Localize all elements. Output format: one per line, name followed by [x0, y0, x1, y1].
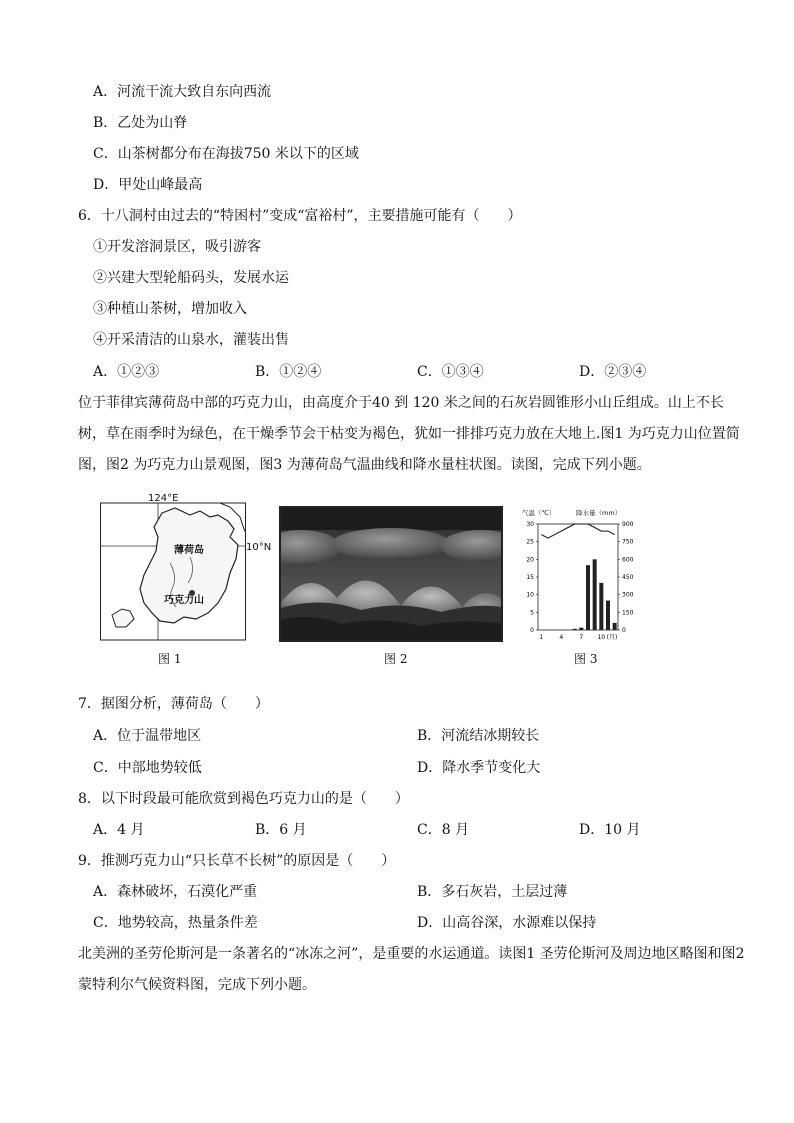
x-tick-label: (月) — [606, 634, 618, 641]
precip-axis-label: 降水量（mm） — [576, 509, 622, 517]
left-tick-label: 10 — [526, 591, 534, 599]
q6-item-1: ①开发溶洞景区，吸引游客 — [93, 239, 261, 255]
intro-chocolate-hills: 位于菲律宾薄荷岛中部的巧克力山，由高度介于40 到 120 米之间的石灰岩圆锥形小山丘组成。山上不长树，草在雨季时为绿色，在干燥季节会干枯变为褐色，犹如一排排巧克力放在大地上.图1 为巧克力山位置简图，图2 为巧克力山景观图，图3 为薄荷岛气温曲线和降水量柱状图。读图，完成下列小题。 — [78, 395, 740, 473]
latitude-label: 10°N — [246, 542, 272, 553]
q8-stem: 8．以下时段最可能欣赏到褐色巧克力山的是（ ） — [78, 791, 409, 807]
figure-3-caption: 图 3 — [574, 652, 598, 666]
right-tick-label: 150 — [622, 609, 634, 617]
figure-3-climate-chart — [514, 508, 642, 644]
right-tick-label: 600 — [622, 556, 634, 564]
left-tick-label: 20 — [526, 556, 534, 564]
q9-option-a: A．森林破坏，石漠化严重 — [93, 884, 258, 900]
right-tick-label: 750 — [622, 538, 634, 546]
q6-item-3: ③种植山茶树，增加收入 — [93, 301, 247, 317]
precip-bar — [573, 629, 577, 630]
precip-bar — [593, 559, 597, 630]
left-tick-label: 5 — [530, 609, 534, 617]
q6-option-a: A．①②③ — [93, 364, 160, 380]
q5-option-c: C．山茶树都分布在海拔750 米以下的区域 — [93, 146, 359, 162]
right-tick-label: 0 — [622, 627, 626, 634]
figure-1-caption: 图 1 — [158, 652, 182, 666]
longitude-label: 124°E — [148, 493, 179, 504]
q7-option-b: B．河流结冰期较长 — [417, 728, 540, 744]
q8-option-a: A．4 月 — [93, 822, 145, 838]
left-tick-label: 25 — [526, 538, 534, 546]
island-label: 薄荷岛 — [174, 545, 204, 556]
x-tick-label: 10 — [597, 634, 606, 641]
q9-option-b: B．多石灰岩，土层过薄 — [417, 884, 568, 900]
precip-bar — [606, 601, 610, 630]
map-svg — [100, 493, 246, 641]
q7-option-d: D．降水季节变化大 — [417, 760, 541, 776]
x-tick-label: 7 — [579, 634, 584, 641]
q6-option-b: B．①②④ — [255, 364, 322, 380]
q6-stem: 6．十八洞村由过去的“特困村”变成“富裕村”，主要措施可能有（ ） — [78, 208, 522, 224]
q6-item-2: ②兴建大型轮船码头，发展水运 — [93, 270, 289, 286]
q9-option-d: D．山高谷深，水源难以保持 — [417, 915, 597, 931]
q5-option-a: A．河流干流大致自东向西流 — [93, 84, 272, 100]
q5-option-d: D．甲处山峰最高 — [93, 177, 203, 193]
right-tick-label: 900 — [622, 521, 634, 528]
right-tick-label: 300 — [622, 591, 634, 599]
q8-option-c: C．8 月 — [417, 822, 470, 838]
q7-stem: 7．据图分析，薄荷岛（ ） — [78, 696, 269, 712]
mountain-label: 巧克力山 — [164, 595, 204, 606]
q9-option-c: C．地势较高，热量条件差 — [93, 915, 258, 931]
x-tick-label: 1 — [539, 634, 544, 641]
q7-option-c: C．中部地势较低 — [93, 760, 202, 776]
left-tick-label: 15 — [526, 574, 534, 581]
left-tick-label: 30 — [526, 521, 534, 528]
q6-option-d: D．②③④ — [579, 364, 647, 380]
q7-option-a: A．位于温带地区 — [93, 728, 202, 744]
temp-axis-label: 气温（℃） — [522, 509, 556, 517]
intro-st-lawrence: 北美洲的圣劳伦斯河是一条著名的“冰冻之河”，是重要的水运通道。读图1 圣劳伦斯河及周边地区略图和图2 蒙特利尔气候资料图，完成下列小题。 — [78, 946, 745, 993]
climate-svg — [514, 508, 642, 644]
precip-bar — [586, 565, 590, 630]
precip-bar — [579, 628, 583, 630]
q6-option-c: C．①③④ — [417, 364, 484, 380]
precip-bar — [613, 623, 617, 630]
left-tick-label: 0 — [530, 627, 534, 634]
right-tick-label: 450 — [622, 574, 634, 581]
figure-2-caption: 图 2 — [384, 652, 408, 666]
q9-stem: 9．推测巧克力山“只长草不长树”的原因是（ ） — [78, 853, 396, 869]
x-tick-label: 4 — [559, 634, 564, 641]
landscape-svg — [281, 508, 503, 642]
figure-1-map — [100, 493, 246, 641]
figure-2-photo — [279, 506, 503, 642]
q8-option-b: B．6 月 — [255, 822, 307, 838]
precip-bar — [599, 583, 603, 630]
q6-item-4: ④开采清洁的山泉水，灌装出售 — [93, 332, 289, 348]
q5-option-b: B．乙处为山脊 — [93, 115, 188, 131]
q8-option-d: D．10 月 — [579, 822, 641, 838]
